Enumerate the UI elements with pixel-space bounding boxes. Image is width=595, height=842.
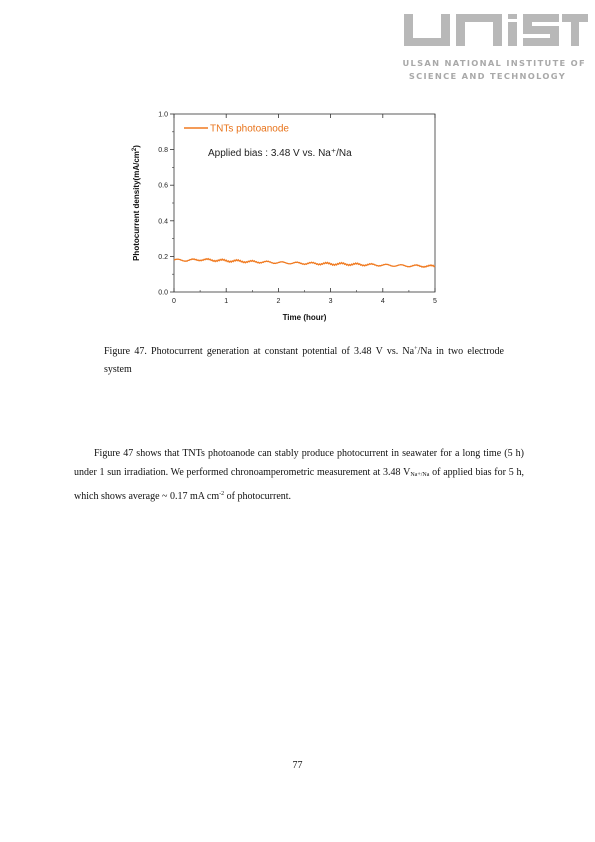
- applied-bias-annotation: Applied bias : 3.48 V vs. Na⁺/Na: [208, 148, 352, 159]
- y-axis-label: Photocurrent $density(mA/cm^2)$: [132, 145, 141, 261]
- unist-logo: [400, 8, 590, 88]
- photocurrent-chart: [126, 106, 446, 328]
- y-tick-label: 0.6: [158, 182, 168, 190]
- institute-name-line2: SCIENCE AND TECHNOLOGY: [408, 71, 566, 81]
- caption-text-end: /Na in two electrode system: [104, 346, 505, 375]
- y-tick-label: 0.8: [158, 147, 168, 155]
- legend-label: TNTs photoanode: [210, 123, 289, 135]
- body-superscript: -2: [219, 491, 225, 497]
- body-paragraph: [74, 444, 524, 506]
- y-tick-label: 0.0: [158, 289, 168, 297]
- page-number: 77: [292, 760, 303, 771]
- x-tick-labels: [172, 298, 437, 305]
- y-tick-label: 1.0: [158, 111, 168, 119]
- body-text-2: of applied bias for 5 h, which shows average ~ 0.17 mA cm: [74, 467, 524, 502]
- caption-superscript: +: [414, 346, 418, 352]
- institute-name-line1: ULSAN NATIONAL INSTITUTE OF: [402, 58, 586, 68]
- y-tick-label: 0.2: [158, 253, 168, 261]
- series-line-tnts-photoanode: [174, 259, 435, 268]
- unist-wordmark: [404, 14, 588, 46]
- body-text-1: Figure 47 shows that TNTs photoanode can stably produce photocurrent in seawater for a long time (5 h) under 1 sun irradiation. We performed chronoamperometric measurement at 3.48 V: [74, 448, 524, 478]
- x-tick-label: 3: [328, 298, 333, 305]
- x-tick-label: 0: [172, 298, 176, 305]
- body-text-3: of photocurrent.: [224, 491, 292, 502]
- caption-text: Figure 47. Photocurrent generation at constant potential of 3.48 V vs. Na: [104, 346, 415, 357]
- x-tick-label: 4: [380, 298, 385, 305]
- x-tick-label: 1: [224, 298, 229, 305]
- y-tick-labels: [158, 112, 168, 297]
- y-tick-label: 0.4: [158, 218, 168, 226]
- x-tick-label: 5: [433, 298, 437, 305]
- x-tick-label: 2: [276, 298, 281, 305]
- plot-frame: [174, 114, 435, 292]
- x-axis-label: Time (hour): [282, 313, 327, 322]
- figure-caption: [104, 340, 504, 379]
- axis-ticks: [170, 114, 435, 292]
- body-subscript: Na+/Na: [410, 472, 430, 478]
